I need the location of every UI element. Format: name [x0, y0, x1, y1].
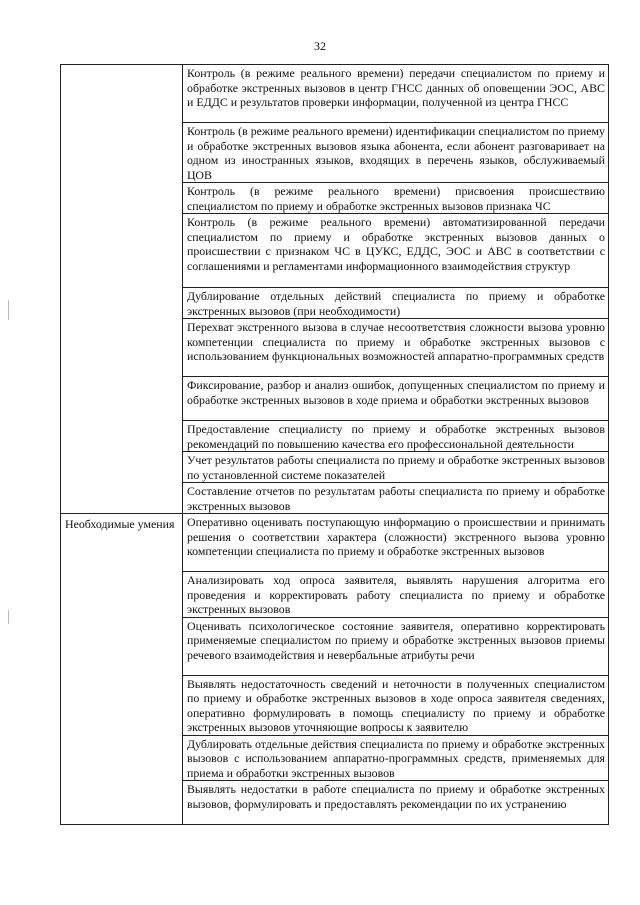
- section-label: [61, 65, 183, 514]
- table-cell: Составление отчетов по результатам работы специалиста по приему и обработке экстренных вызовов: [183, 483, 609, 514]
- scan-margin-line: [8, 610, 9, 624]
- table-cell: Анализировать ход опроса заявителя, выявлять нарушения алгоритма его проведения и корректировать работу специалиста по приему и обработке экстренных вызовов: [183, 572, 609, 618]
- table-row: [61, 65, 609, 123]
- page-number: 32: [314, 39, 326, 53]
- table-cell: Фиксирование, разбор и анализ ошибок, допущенных специалистом по приему и обработке экстренных вызовов в ходе приема и обработки экстренных вызовов: [183, 377, 609, 421]
- table-row: [61, 514, 609, 572]
- table-cell: Оперативно оценивать поступающую информацию о происшествии и принимать решения о соответствии характера (сложности) экстренного вызова уровню компетенции специалиста по приему и обработке экстренных вызовов: [183, 514, 609, 572]
- table-cell: Контроль (в режиме реального времени) идентификации специалистом по приему и обработке экстренных вызовов языка абонента, если абонент разговаривает на одном из иностранных языков, входящих в перечень языков, обслуживаемый ЦОВ: [183, 123, 609, 183]
- table-cell: Предоставление специалисту по приему и обработке экстренных вызовов рекомендаций по повышению качества его профессиональной деятельности: [183, 421, 609, 452]
- table-cell: Оценивать психологическое состояние заявителя, оперативно корректировать применяемые специалистом по приему и обработке экстренных вызовов приемы речевого взаимодействия и невербальные атрибуты речи: [183, 617, 609, 675]
- table-cell: Контроль (в режиме реального времени) передачи специалистом по приему и обработке экстренных вызовов в центр ГНСС данных об оповещении ЭОС, АВС и ЕДДС и результатов проверки информации, полученной из центра ГНСС: [183, 65, 609, 123]
- table-cell: Перехват экстренного вызова в случае несоответствия сложности вызова уровню компетенции специалиста по приему и обработке экстренных вызовов с использованием функциональных возможностей аппаратно-программных средств: [183, 319, 609, 377]
- table-cell: Выявлять недостаточность сведений и неточности в полученных специалистом по приему и обработке экстренных вызовов в ходе опроса заявителя сведениях, оперативно формулировать в помощь специалисту по приему и обработке экстренных вызовов уточняющие вопросы к заявителю: [183, 675, 609, 735]
- section-label: Необходимые умения: [61, 514, 183, 825]
- table-cell: Дублирование отдельных действий специалиста по приему и обработке экстренных вызовов (при необходимости): [183, 288, 609, 319]
- table-cell: Учет результатов работы специалиста по приему и обработке экстренных вызовов по установленной системе показателей: [183, 452, 609, 483]
- competency-table: [60, 64, 609, 825]
- table-cell: Выявлять недостатки в работе специалиста по приему и обработке экстренных вызовов, формулировать и предоставлять рекомендации по их устранению: [183, 781, 609, 825]
- table-cell: Контроль (в режиме реального времени) присвоения происшествию специалистом по приему и обработке экстренных вызовов признака ЧС: [183, 183, 609, 214]
- table-cell: Дублировать отдельные действия специалиста по приему и обработке экстренных вызовов с использованием аппаратно-программных средств, применяемых для приема и обработки экстренных вызовов: [183, 735, 609, 781]
- scan-margin-line: [8, 300, 9, 320]
- table-cell: Контроль (в режиме реального времени) автоматизированной передачи специалистом по приему и обработке экстренных вызовов данных о происшествии с признаком ЧС в ЦУКС, ЕДДС, ЭОС и АВС в соответствии с соглашениями и регламентами информационного взаимодействия структур: [183, 214, 609, 288]
